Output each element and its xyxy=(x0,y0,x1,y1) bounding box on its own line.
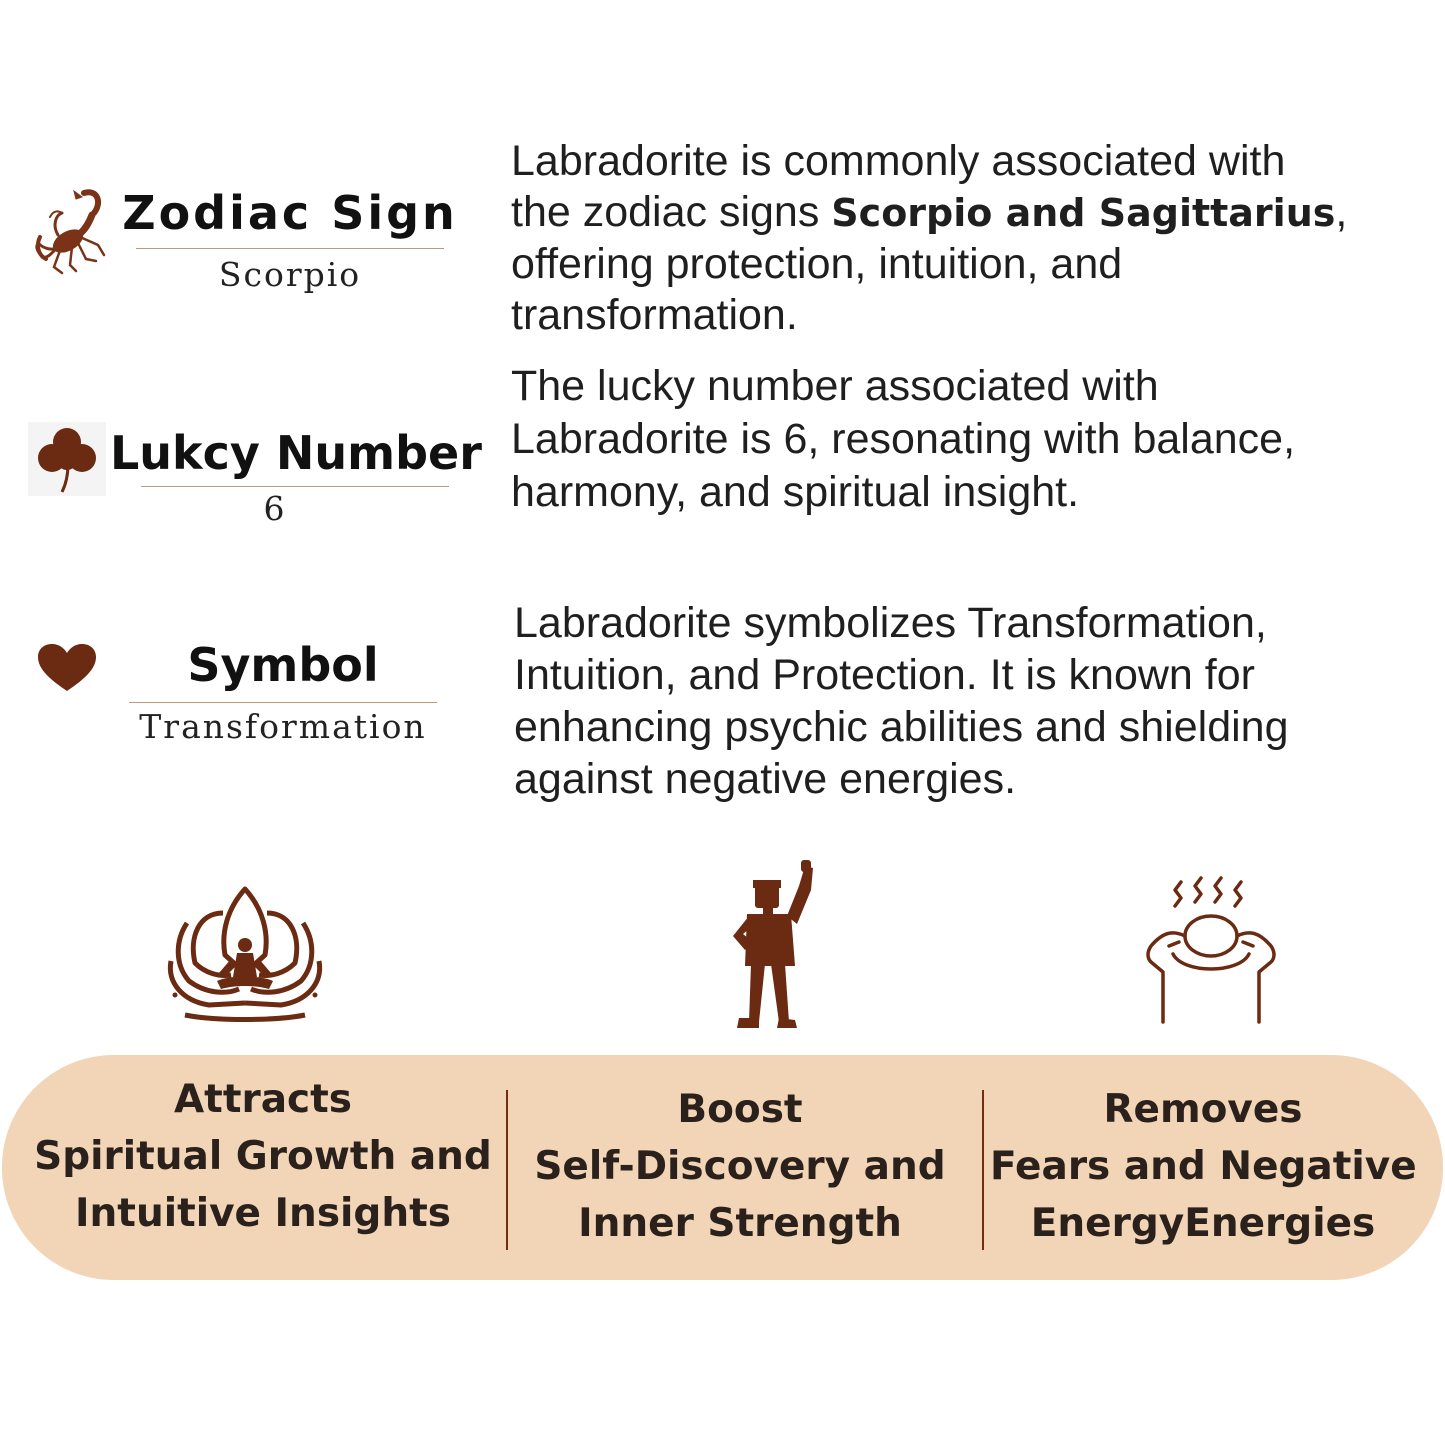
stressed-head-icon xyxy=(1143,876,1279,1026)
victory-person-icon xyxy=(725,858,815,1030)
lucky-number-label-block xyxy=(110,426,482,528)
benefit-3-line-2: Fears and Negative xyxy=(990,1144,1417,1189)
meditation-lotus-icon xyxy=(165,885,325,1025)
lucky-desc-line-2: Labradorite is 6, resonating with balance, xyxy=(511,415,1296,463)
benefit-1-line-2: Spiritual Growth and xyxy=(34,1134,492,1179)
lucky-number-title: Lukcy Number xyxy=(110,426,482,480)
lucky-desc-line-3: harmony, and spiritual insight. xyxy=(511,468,1080,516)
benefits-divider-1 xyxy=(506,1090,508,1250)
zodiac-desc-line-4: transformation. xyxy=(511,291,798,339)
benefits-divider-2 xyxy=(982,1090,984,1250)
zodiac-desc-line-2-suffix: , xyxy=(1335,188,1348,236)
benefit-2-line-3: Inner Strength xyxy=(578,1201,902,1246)
zodiac-value: Scorpio xyxy=(218,255,362,294)
symbol-desc-line-1: Labradorite symbolizes Transformation, xyxy=(514,599,1267,647)
zodiac-desc-line-2-prefix: the zodiac signs xyxy=(511,188,832,236)
symbol-value: Transformation xyxy=(139,707,427,746)
zodiac-desc-line-3: offering protection, intuition, and xyxy=(511,240,1123,288)
scorpion-icon xyxy=(32,185,107,275)
lucky-number-description xyxy=(511,360,1411,519)
zodiac-label-block xyxy=(120,186,460,294)
symbol-title: Symbol xyxy=(187,638,379,692)
benefit-1-heading: Attracts xyxy=(174,1077,352,1122)
benefit-self-discovery xyxy=(515,1081,965,1252)
benefit-3-heading: Removes xyxy=(1103,1087,1303,1132)
benefit-removes-fears xyxy=(990,1081,1416,1252)
benefit-3-line-3: EnergyEnergies xyxy=(1030,1201,1376,1246)
lucky-number-value: 6 xyxy=(263,489,287,528)
symbol-divider xyxy=(129,702,437,703)
symbol-desc-line-3: enhancing psychic abilities and shielding xyxy=(514,703,1289,751)
zodiac-desc-highlight: Scorpio and Sagittarius xyxy=(831,191,1336,235)
zodiac-description xyxy=(511,136,1411,341)
symbol-desc-line-2: Intuition, and Protection. It is known for xyxy=(514,651,1255,699)
benefit-2-heading: Boost xyxy=(677,1087,803,1132)
zodiac-title: Zodiac Sign xyxy=(122,186,458,240)
zodiac-divider xyxy=(136,248,444,249)
symbol-desc-line-4: against negative energies. xyxy=(514,755,1017,803)
symbol-label-block xyxy=(118,638,448,746)
heart-icon xyxy=(36,643,98,693)
benefit-spiritual-growth xyxy=(30,1071,496,1242)
benefit-2-line-2: Self-Discovery and xyxy=(534,1144,946,1189)
clover-icon xyxy=(28,422,106,496)
benefit-1-line-3: Intuitive Insights xyxy=(75,1191,451,1236)
lucky-number-divider xyxy=(141,486,449,487)
zodiac-desc-line-2 xyxy=(511,187,1411,239)
lucky-desc-line-1: The lucky number associated with xyxy=(511,362,1159,410)
zodiac-desc-line-1: Labradorite is commonly associated with xyxy=(511,137,1286,185)
symbol-description xyxy=(514,597,1414,805)
